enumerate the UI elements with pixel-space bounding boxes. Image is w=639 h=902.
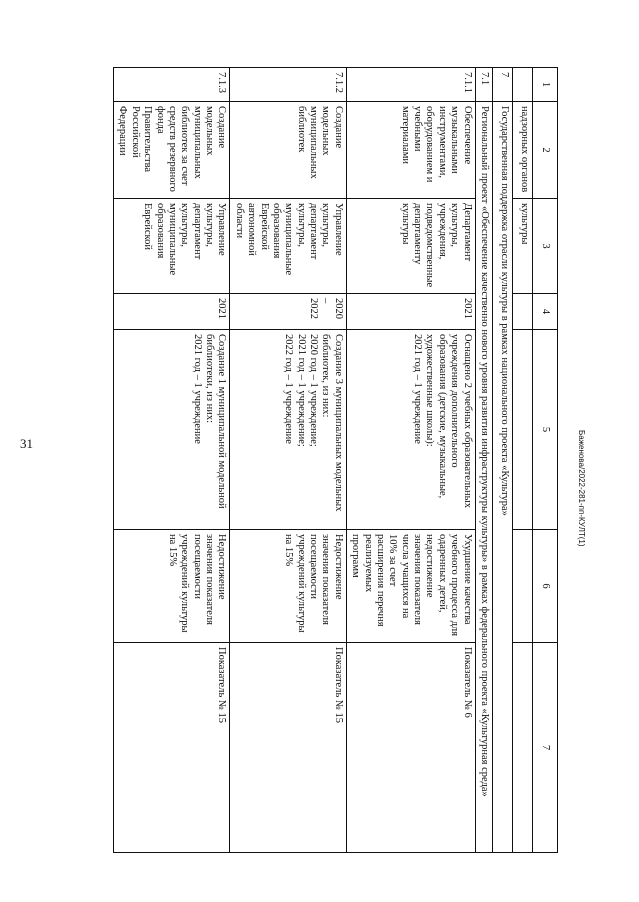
document-code: Баженова/2022-281-пп-КУЛТ(1) bbox=[577, 430, 586, 547]
continuation-row bbox=[513, 68, 533, 853]
row-number: 7.1.3 bbox=[114, 68, 230, 102]
row-number: 7.1.1 bbox=[346, 68, 475, 102]
expected-result: Создание 1 муниципальной модельной библиотеки, из них: 2021 год – 1 учреждение bbox=[114, 330, 230, 530]
responsible-executor: Департамент культуры, учреждения, подведомственные департаменту культуры bbox=[346, 199, 475, 294]
measure-name: Обеспечение музыкальными инструментами, оборудованием и учебными материалами bbox=[346, 102, 475, 199]
implementation-year: 2020 – 2022 bbox=[230, 294, 346, 330]
linked-indicator: Показатель № 15 bbox=[230, 643, 346, 853]
rotated-table-container bbox=[83, 67, 558, 852]
non-implementation-consequences: Недостижение значения показателя посещаемости учреждений культуры на 15% bbox=[114, 530, 230, 643]
continuation-result bbox=[513, 330, 533, 530]
continuation-indicator bbox=[513, 643, 533, 853]
section-title: Государственная поддержка отрасли культуры в рамках национального проекта «Культура» bbox=[493, 102, 513, 853]
continuation-responsible: культуры bbox=[513, 199, 533, 294]
expected-result: Создание 3 муниципальных модельных библиотек, из них: 2020 год – 1 учреждение; 2021 год – 1 учреждение; 2022 год – 1 учреждение bbox=[230, 330, 346, 530]
continuation-year bbox=[513, 294, 533, 330]
responsible-executor: Управление культуры, департамент культуры, муниципальные образования Еврейской автономной области bbox=[230, 199, 346, 294]
subsection-row bbox=[475, 68, 492, 853]
continuation-consequences bbox=[513, 530, 533, 643]
header-cell-4: 4 bbox=[533, 294, 558, 330]
expected-result: Оснащено 2 учебных образовательных учреждения дополнительного образования (детские, музыкальные, художественные школы): 2021 год – 1 учреждение bbox=[346, 330, 475, 530]
subsection-title: Региональный проект «Обеспечение качественно нового уровня развития инфраструктуры культуры» в рамках федерального проекта «Культурная среда» bbox=[475, 102, 492, 853]
measures-table bbox=[113, 67, 558, 853]
subsection-number: 7.1 bbox=[475, 68, 492, 102]
table-row bbox=[114, 68, 230, 853]
responsible-executor: Управление культуры, департамент культуры, муниципальные образования Еврейской bbox=[114, 199, 230, 294]
table-row bbox=[346, 68, 475, 853]
page-number: 31 bbox=[20, 436, 33, 451]
header-cell-3: 3 bbox=[533, 199, 558, 294]
measure-name: Создание модельных муниципальных библиотек за счет средств резервного фонда Правительства Российской Федерации bbox=[114, 102, 230, 199]
header-cell-5: 5 bbox=[533, 330, 558, 530]
continuation-num bbox=[513, 68, 533, 102]
non-implementation-consequences: Ухудшение качества учебного процесса для одаренных детей, недостижение значения показателя числа учащихся на 10% за счет расширения перечня реализуемых программ bbox=[346, 530, 475, 643]
header-row bbox=[533, 68, 558, 853]
measure-name: Создание модельных муниципальных библиотек bbox=[230, 102, 346, 199]
section-number: 7 bbox=[493, 68, 513, 102]
continuation-name: надзорных органов bbox=[513, 102, 533, 199]
header-cell-6: 6 bbox=[533, 530, 558, 643]
linked-indicator: Показатель № 15 bbox=[114, 643, 230, 853]
header-cell-2: 2 bbox=[533, 102, 558, 199]
table-row bbox=[230, 68, 346, 853]
implementation-year: 2021 bbox=[346, 294, 475, 330]
header-cell-7: 7 bbox=[533, 643, 558, 853]
implementation-year: 2021 bbox=[114, 294, 230, 330]
non-implementation-consequences: Недостижение значения показателя посещаемости учреждений культуры на 15% bbox=[230, 530, 346, 643]
linked-indicator: Показатель № 6 bbox=[346, 643, 475, 853]
section-row bbox=[493, 68, 513, 853]
header-cell-1: 1 bbox=[533, 68, 558, 102]
row-number: 7.1.2 bbox=[230, 68, 346, 102]
